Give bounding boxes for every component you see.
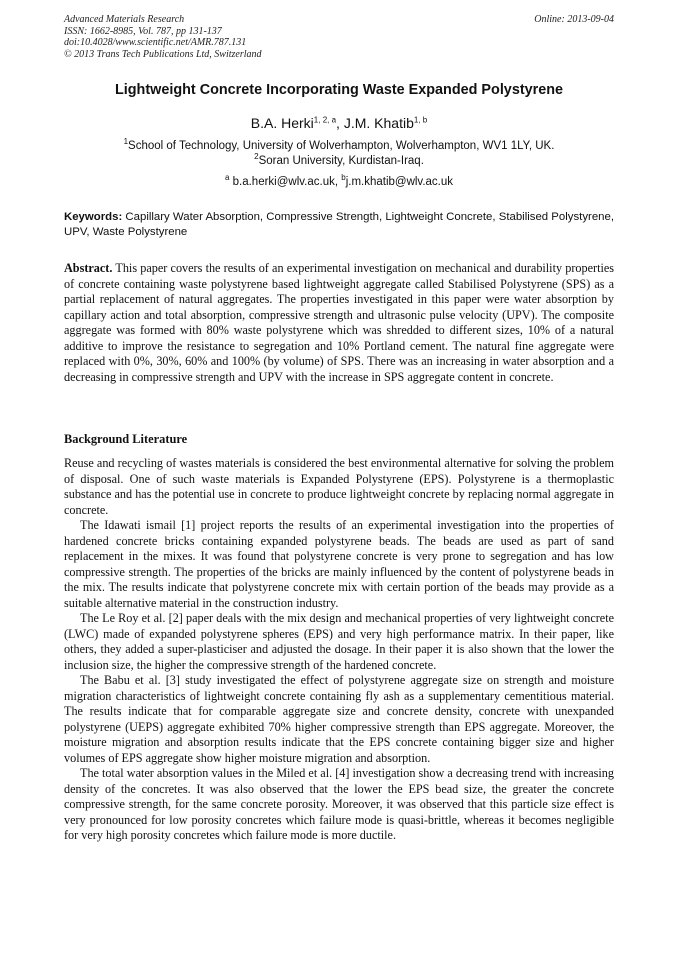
journal-issn: ISSN: 1662-8985, Vol. 787, pp 131-137 <box>64 25 222 37</box>
journal-copyright: © 2013 Trans Tech Publications Ltd, Switzerland <box>64 48 262 60</box>
paper-title: Lightweight Concrete Incorporating Waste Expanded Polystyrene <box>114 82 564 98</box>
keywords-label: Keywords: <box>64 211 123 223</box>
paragraph: The Babu et al. [3] study investigated the effect of polystyrene aggregate size on strength and moisture migration characteristics of lightweight concrete containing fly ash as a supplementary cementitious material. The results indicate that for comparable aggregate size and concrete density, concrete with unexpanded polystyrene (UEPS) aggregate exhibited 70% higher compressive strength than EPS aggregate. Moreover, the moisture migration and absorption results indicate that the EPS concrete containing bigger size and higher volumes of EPS aggregate show higher moisture migration and absorption. <box>64 673 614 765</box>
affiliation-2-text: Soran University, Kurdistan-Iraq. <box>258 155 424 167</box>
journal-doi: doi:10.4028/www.scientific.net/AMR.787.131 <box>64 37 247 48</box>
author-emails <box>40 173 638 188</box>
abstract-label: Abstract. <box>64 261 113 275</box>
email-2-sup: b <box>341 173 346 183</box>
abstract-section <box>64 261 614 385</box>
email-1-sup: a <box>224 173 230 183</box>
author-1-sup: 1, 2, a <box>313 115 337 125</box>
background-section <box>64 456 614 844</box>
abstract-text: This paper covers the results of an experimental investigation on mechanical and durability properties of concrete containing waste polystyrene based lightweight aggregate called Stabilised Polystyrene (SPS) as a partial replacement of natural aggregates. The properties investigated in this paper were water absorption by capillary action and total absorption, compressive strength and ultrasonic pulse velocity (UPV). The composite aggregate was formed with 80% waste polystyrene which was shredded to different sizes, 10% of a natural additive to improve the resistance to segregation and 10% Portland cement. The natural fine aggregate were replaced with 0%, 30%, 60% and 100% (by volume) of SPS. There was an increasing in water absorption and a decreasing in compressive strength and UPV with the increase in SPS aggregate content in concrete. <box>64 261 614 384</box>
online-date: Online: 2013-09-04 <box>534 14 614 25</box>
paragraph: The Le Roy et al. [2] paper deals with the mix design and mechanical properties of very lightweight concrete (LWC) made of expanded polystyrene spheres (EPS) and very high performance matrix. In their paper, like others, they added a super-plasticiser and adjusted the dosage. In their paper it is also shown that the lower the inclusion size, the higher the compressive strength of the hardened concrete. <box>64 611 614 672</box>
author-separator: , <box>336 115 344 131</box>
paragraph: The Idawati ismail [1] project reports the results of an experimental investigation into the properties of hardened concrete bricks containing expanded polystyrene beads. The beads are used as part of sand replacement in the mixes. It was found that polystyrene concrete is very prone to segregation and has low compressive strength. The properties of the bricks are mainly influenced by the content of polystyrene beads in the mix. The results indicate that polystyrene concrete mix with certain portion of the beads may provide as a suitable alternative material in the construction industry. <box>64 518 614 610</box>
author-list <box>40 115 638 131</box>
author-2-sup: 1, b <box>413 115 428 125</box>
affiliation-2-sup: 2 <box>254 152 259 162</box>
paragraph: Reuse and recycling of wastes materials is considered the best environmental alternative for solving the problem of disposal. One of such waste materials is Expanded Polystyrene (EPS). Polystyrene is a thermoplastic substance and has the potential use in concrete to produce lightweight concrete by replacing normal aggregate in concrete. <box>64 456 614 517</box>
journal-header <box>64 14 262 60</box>
email-2: j.m.khatib@wlv.ac.uk <box>345 176 454 188</box>
paragraph: The total water absorption values in the Miled et al. [4] investigation show a decreasing trend with increasing density of the concretes. It was also observed that the lower the EPS bead size, the greater the concrete compressive strength, for the same concrete porosity. Moreover, it was observed that this particle size effect is very pronounced for low porosity concretes which failure mode is quasi-brittle, whereas it becomes negligible for very high porosity concretes which failure mode is more ductile. <box>64 766 614 842</box>
affiliation-2 <box>40 154 638 169</box>
affiliation-1-text: School of Technology, University of Wolverhampton, Wolverhampton, WV1 1LY, UK. <box>128 140 555 152</box>
affiliation-1-sup: 1 <box>123 137 129 147</box>
journal-name: Advanced Materials Research <box>64 14 185 25</box>
email-1: b.a.herki@wlv.ac.uk, <box>229 176 342 188</box>
author-1: B.A. Herki <box>250 115 314 131</box>
section-heading-background: Background Literature <box>64 432 188 446</box>
affiliation-1 <box>40 139 638 154</box>
keywords-section <box>64 210 614 241</box>
keywords-text: Capillary Water Absorption, Compressive Strength, Lightweight Concrete, Stabilised Polystyrene, UPV, Waste Polystyrene <box>64 211 614 239</box>
author-2: J.M. Khatib <box>343 115 414 131</box>
